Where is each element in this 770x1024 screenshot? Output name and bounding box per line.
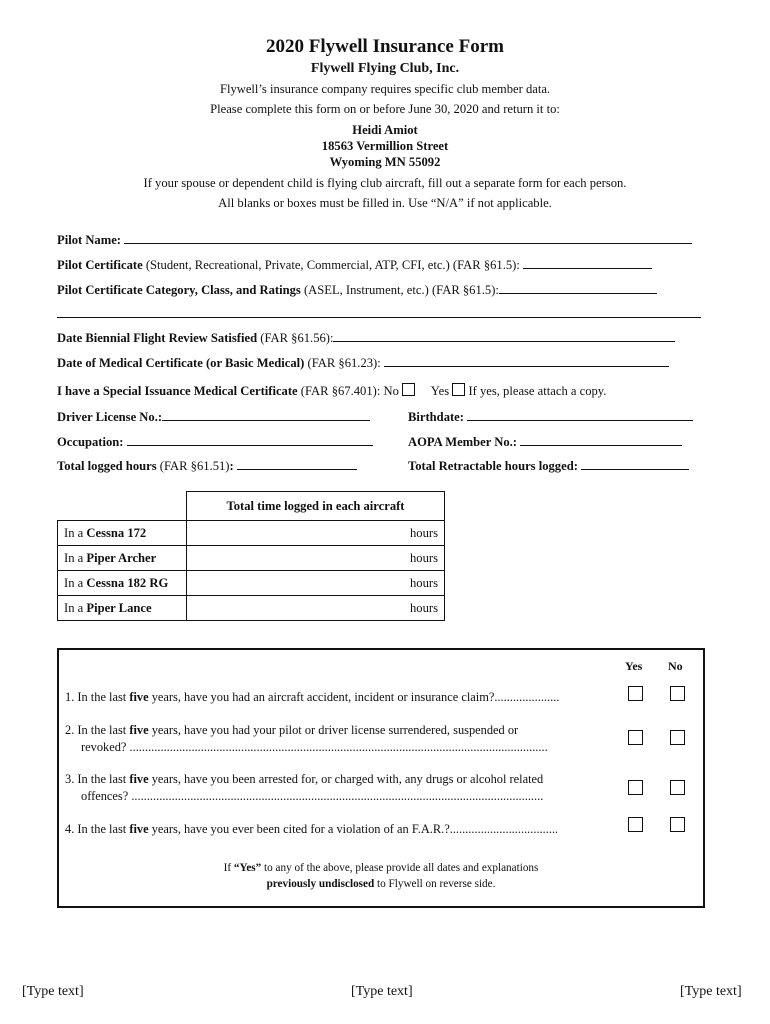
special-issuance-note: If yes, please attach a copy. [468,384,607,398]
question-2: 2. In the last five years, have you had your pilot or driver license surrendered, suspended or revoked? ....................................................................................................................................... [65,723,548,754]
hours-input-cessna-182-rg[interactable]: hours [187,571,445,596]
form-title: 2020 Flywell Insurance Form [265,36,504,57]
hours-input-cessna-172[interactable]: hours [187,521,445,546]
special-issuance-label: I have a Special Issuance Medical Certificate [57,384,298,398]
pilot-certificate-row [57,257,652,273]
address-city: Wyoming MN 55092 [329,155,441,169]
hours-input-piper-archer[interactable]: hours [187,546,445,571]
yes-column-header: Yes [625,659,643,673]
footer-center: [Type text] [351,984,413,999]
aopa-input[interactable] [520,434,682,446]
special-yes-label: Yes [430,384,450,398]
total-hours-hint: (FAR §61.51) [159,459,230,473]
medical-date-row [57,355,669,371]
q1-no-checkbox[interactable] [670,686,685,701]
yes-instruction-line-1: If “Yes” to any of the above, please provide all dates and explanations [223,862,539,874]
medical-date-label: Date of Medical Certificate (or Basic Medical) [57,356,305,370]
hours-table-header-row [58,492,445,521]
flight-review-input[interactable] [333,330,675,342]
total-hours-input[interactable] [237,458,357,470]
driver-license-label: Driver License No.: [57,410,163,424]
certificate-category-input[interactable] [499,282,657,294]
flight-review-hint: (FAR §61.56): [260,331,334,345]
retractable-hours-row [408,458,689,474]
hours-table-header: Total time logged in each aircraft [187,492,445,521]
birthdate-row [408,409,693,425]
no-column-header: No [668,659,683,673]
total-hours-label: Total logged hours [57,459,157,473]
medical-date-input[interactable] [384,355,669,367]
occupation-input[interactable] [127,434,373,446]
hours-input-piper-lance[interactable]: hours [187,596,445,621]
driver-license-row [57,409,370,425]
aopa-label: AOPA Member No.: [408,435,518,449]
table-row [58,596,445,621]
special-no-checkbox[interactable] [402,383,415,396]
footer-right: [Type text] [680,984,742,999]
total-hours-row [57,458,357,474]
q1-yes-checkbox[interactable] [628,686,643,701]
q4-yes-checkbox[interactable] [628,817,643,832]
certificate-category-label: Pilot Certificate Category, Class, and Ratings [57,283,301,297]
aopa-row [408,434,682,450]
special-yes-checkbox[interactable] [452,383,465,396]
yes-instruction-line-2: previously undisclosed to Flywell on reverse side. [266,878,496,890]
pilot-name-row [57,232,692,248]
medical-date-hint: (FAR §61.23): [307,356,381,370]
question-4: 4. In the last five years, have you ever been cited for a violation of an F.A.R.?................................... [65,822,559,836]
retractable-hours-input[interactable] [581,458,689,470]
total-hours-colon: : [229,459,234,473]
footer-left: [Type text] [22,984,84,999]
address-name: Heidi Amiot [352,123,418,137]
questions-box [57,648,705,908]
intro-line-1: Flywell’s insurance company requires specific club member data. [219,82,551,96]
flight-review-label: Date Biennial Flight Review Satisfied [57,331,258,345]
certificate-category-row [57,282,657,298]
pilot-certificate-hint: (Student, Recreational, Private, Commercial, ATP, CFI, etc.) (FAR §61.5): [145,258,520,272]
occupation-row [57,434,373,450]
aircraft-hours-table [57,491,445,621]
aircraft-label: In a Cessna 172 [58,521,187,546]
flight-review-row [57,330,675,346]
q3-yes-checkbox[interactable] [628,780,643,795]
certificate-category-input-line-2[interactable] [57,306,701,318]
special-no-label: No [383,384,399,398]
special-issuance-row [57,383,606,399]
birthdate-input[interactable] [467,409,693,421]
certificate-category-hint: (ASEL, Instrument, etc.) (FAR §61.5): [303,283,499,297]
pilot-name-label: Pilot Name: [57,233,121,247]
question-1: 1. In the last five years, have you had an aircraft accident, incident or insurance claim?..................... [65,690,560,704]
table-row [58,521,445,546]
table-row [58,546,445,571]
table-row [58,571,445,596]
certificate-category-continuation [57,306,701,322]
address-street: 18563 Vermillion Street [321,139,449,153]
aircraft-label: In a Piper Archer [58,546,187,571]
occupation-label: Occupation: [57,435,124,449]
aircraft-label: In a Cessna 182 RG [58,571,187,596]
birthdate-label: Birthdate: [408,410,464,424]
retractable-hours-label: Total Retractable hours logged: [408,459,578,473]
instruction-line-2: All blanks or boxes must be filled in. Use “N/A” if not applicable. [218,196,552,210]
intro-line-2: Please complete this form on or before June 30, 2020 and return it to: [210,102,560,116]
q4-no-checkbox[interactable] [670,817,685,832]
q3-no-checkbox[interactable] [670,780,685,795]
aircraft-label: In a Piper Lance [58,596,187,621]
q2-no-checkbox[interactable] [670,730,685,745]
pilot-certificate-label: Pilot Certificate [57,258,143,272]
pilot-certificate-input[interactable] [523,257,652,269]
pilot-name-input[interactable] [124,232,692,244]
q2-yes-checkbox[interactable] [628,730,643,745]
question-3: 3. In the last five years, have you been arrested for, or charged with, any drugs or alcohol related offences? ..................................................................................................................................... [65,772,544,803]
instruction-line-1: If your spouse or dependent child is flying club aircraft, fill out a separate form for each person. [143,176,627,190]
driver-license-input[interactable] [162,409,370,421]
special-issuance-hint: (FAR §67.401): [300,384,381,398]
club-name: Flywell Flying Club, Inc. [310,61,460,76]
